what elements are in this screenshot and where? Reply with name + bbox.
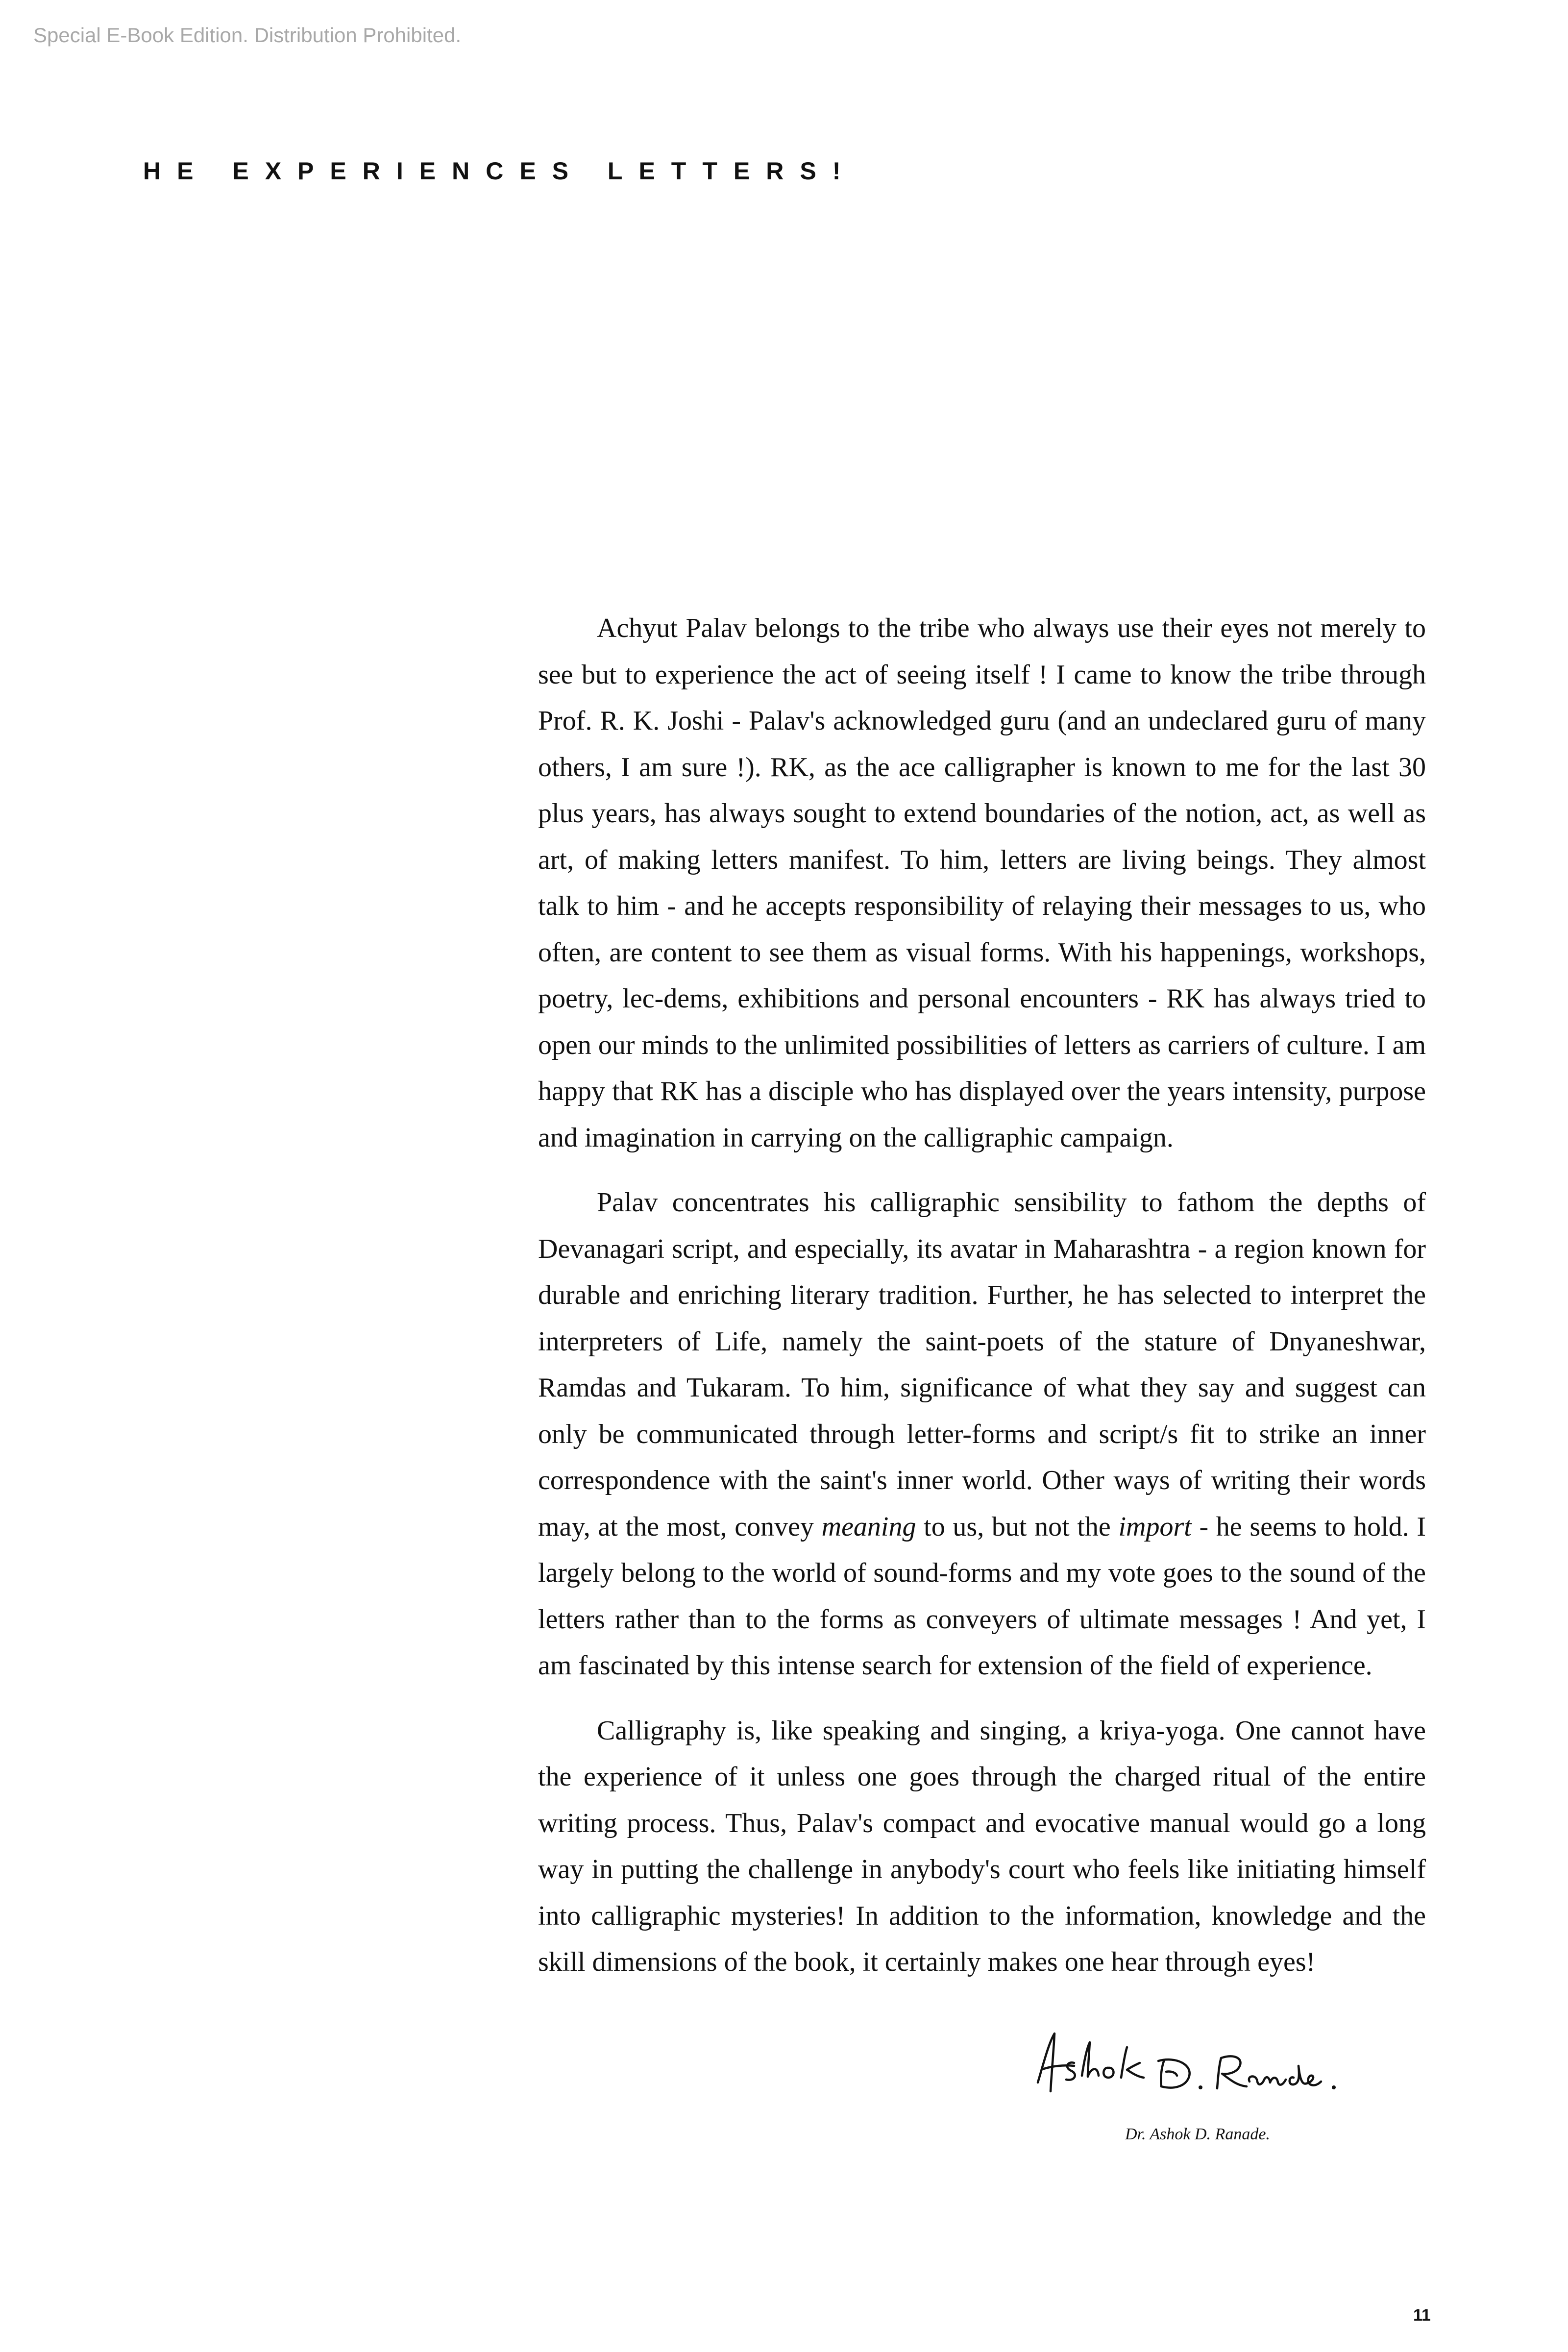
handwritten-signature	[1029, 2029, 1372, 2117]
watermark-text: Special E-Book Edition. Distribution Prohibited.	[33, 24, 462, 47]
paragraph-1: Achyut Palav belongs to the tribe who always use their eyes not merely to see but to experience the act of seeing itself ! I came to know the tribe through Prof. R. K. Joshi - Palav's acknowledged guru (and an undeclared guru of many others, I am sure !). RK, as the ace calligrapher is known to me for the last 30 plus years, has always sought to extend boundaries of the notion, act, as well as art, of making letters manifest. To him, letters are living beings. They almost talk to him - and he accepts responsibility of relaying their messages to us, who often, are content to see them as visual forms. With his happenings, workshops, poetry, lec-dems, exhibitions and personal encounters - RK has always tried to open our minds to the unlimited possibilities of letters as carriers of culture. I am happy that RK has a disciple who has displayed over the years intensity, purpose and imagination in carrying on the calligraphic campaign.	[538, 613, 1426, 1153]
paragraph-2-part-1: Palav concentrates his calligraphic sensibility to fathom the depths of Devanagari script, and especially, its avatar in Maharashtra - a region known for durable and enriching literary tradition. Further, he has selected to interpret the interpreters of Life, namely the saint-poets of the stature of Dnyaneshwar, Ramdas and Tukaram. To him, significance of what they say and suggest can only be communicated through letter-forms and script/s fit to strike an inner correspondence with the saint's inner world. Other ways of writing their words may, at the most, convey	[538, 1187, 1426, 1542]
emphasis-meaning: meaning	[821, 1511, 916, 1542]
page-number: 11	[1413, 2306, 1431, 2325]
paragraph-2-part-2: to us, but not the	[916, 1511, 1119, 1542]
signer-name: Dr. Ashok D. Ranade.	[1125, 2125, 1270, 2143]
paragraph-3: Calligraphy is, like speaking and singing, a kriya-yoga. One cannot have the experience of it unless one goes through the charged ritual of the entire writing process. Thus, Palav's compact and evocative manual would go a long way in putting the challenge in anybody's court who feels like initiating himself into calligraphic mysteries! In addition to the information, knowledge and the skill dimensions of the book, it certainly makes one hear through eyes!	[538, 1715, 1426, 1977]
paragraph-2-part-3: - he seems to hold. I largely belong to the world of sound-forms and my vote goes to the sound of the letters rather than to the forms as conveyers of ultimate messages ! And yet, I am fascinated by this intense search for extension of the field of experience.	[538, 1511, 1426, 1681]
emphasis-import: import	[1118, 1511, 1192, 1542]
page-heading: HE EXPERIENCES LETTERS!	[143, 157, 857, 185]
body-text	[538, 605, 1426, 2004]
paragraph-2	[538, 1179, 1426, 1689]
